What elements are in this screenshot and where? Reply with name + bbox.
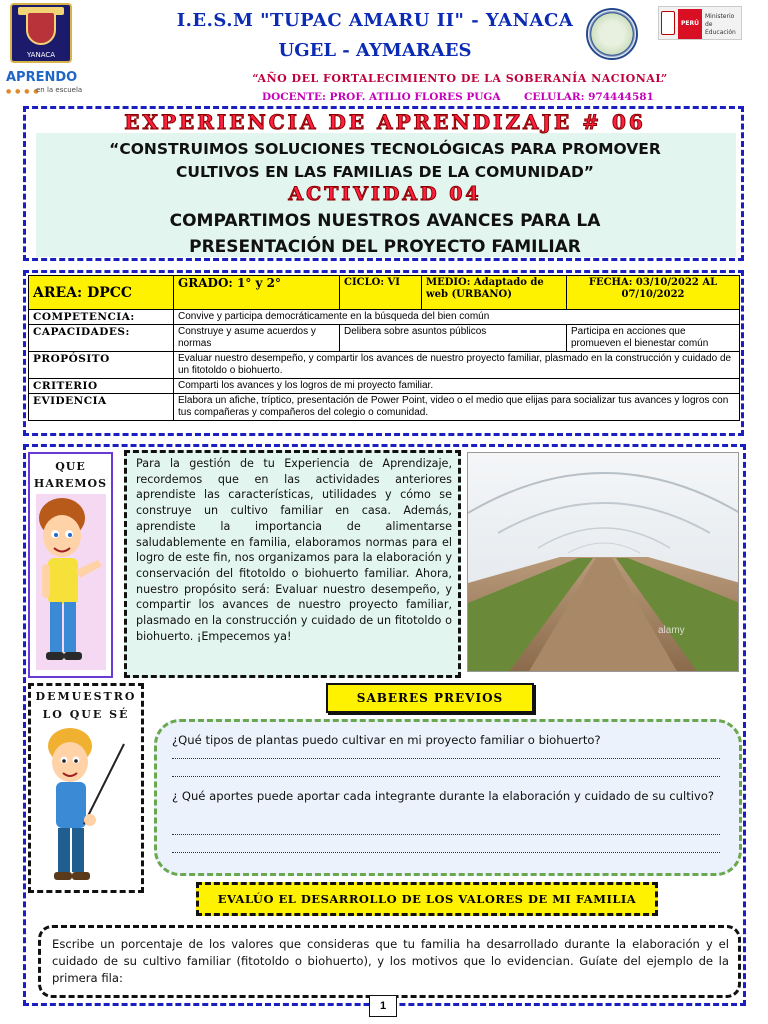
- teacher-boy-illustration: [40, 724, 130, 888]
- experience-subtitle-line2: CULTIVOS EN LAS FAMILIAS DE LA COMUNIDAD”: [176, 163, 594, 181]
- activity-subtitle-line1: COMPARTIMOS NUESTROS AVANCES PARA LA: [169, 211, 601, 231]
- fecha-cell: FECHA: 03/10/2022 AL 07/10/2022: [567, 276, 740, 310]
- answer-line[interactable]: [172, 776, 720, 777]
- capacidad-1: Construye y asume acuerdos y normas: [174, 325, 340, 352]
- boy-pointing-icon: [36, 494, 106, 670]
- intro-text: Para la gestión de tu Experiencia de Aprendizaje, recordemos que en las actividades anteriores aprendiste las características, utilidades y cómo se construye un cultivo familiar en casa. Además, aprendiste la importancia de alimentarse saludablemente en familia, elaboramos normas para el logro de este fin, nos organizamos para la elaboración y conservación del fitotoldo o biohuerto familiar. Ahora, nuestro propósito será: Evaluar nuestro desempeño, y compartir los avances de nuestro proyecto familiar, plasmado en la construcción y cuidado de un fitotoldo o biohuerto. ¡Empecemos ya!: [136, 457, 452, 643]
- teacher-phone: CELULAR: 974444581: [524, 91, 654, 103]
- boy-with-pointer-icon: [40, 724, 130, 888]
- page-number: 1: [369, 995, 397, 1017]
- medio-cell: MEDIO: Adaptado de web (URBANO): [422, 276, 567, 310]
- activity-subtitle-line2: PRESENTACIÓN DEL PROYECTO FAMILIAR: [189, 237, 581, 257]
- question-2: ¿ Qué aportes puede aportar cada integrante durante la elaboración y cuidado de su cultivo?: [172, 789, 715, 803]
- minedu-logo: [658, 6, 742, 40]
- answer-line[interactable]: [172, 758, 720, 759]
- instruction-text: Escribe un porcentaje de los valores que consideras que tu familia ha desarrollado durante la elaboración y el cuidado de su cultivo familiar (fitotoldo o biohuerto), y los motivos que lo evidencian. Guíate del ejemplo de la primera fila:: [52, 937, 729, 985]
- proposito-label: PROPÓSITO: [29, 352, 174, 379]
- photo-watermark: alamy: [658, 625, 685, 636]
- greenhouse-photo: [467, 452, 739, 672]
- info-header-row: [29, 276, 740, 310]
- competencia-label: COMPETENCIA:: [29, 310, 174, 325]
- answer-line[interactable]: [172, 834, 720, 835]
- capacidad-2: Delibera sobre asuntos públicos: [340, 325, 567, 352]
- peru-label: PERÚ: [678, 9, 702, 39]
- teacher-name: DOCENTE: PROF. ATILIO FLORES PUGA: [262, 91, 501, 103]
- capacidad-3: Participa en acciones que promueven el bienestar común: [567, 325, 740, 352]
- capacidades-row: [29, 325, 740, 352]
- experience-subtitle-line1: “CONSTRUIMOS SOLUCIONES TECNOLÓGICAS PARA PROMOVER: [109, 140, 661, 158]
- que-haremos-label: QUE HAREMOS: [33, 460, 108, 490]
- activity-subtitle: [60, 208, 710, 260]
- greenhouse-image: [468, 453, 739, 672]
- aprendo-logo: APRENDO: [6, 70, 78, 85]
- aprendo-sub: en la escuela: [36, 86, 83, 94]
- criterio-label: CRITERIO: [29, 379, 174, 394]
- experience-subtitle: [50, 138, 720, 184]
- evidencia-label: EVIDENCIA: [29, 394, 174, 421]
- grado-cell: GRADO: 1° y 2°: [174, 276, 340, 310]
- logo-shield: [26, 11, 56, 45]
- school-logo: [10, 3, 72, 63]
- year-motto: “AÑO DEL FORTALECIMIENTO DE LA SOBERANÍA NACIONAL”: [252, 72, 668, 85]
- area-cell: AREA: DPCC: [29, 276, 174, 310]
- criterio-row: [29, 379, 740, 394]
- school-title: I.E.S.M "TUPAC AMARU II" - YANACA: [176, 10, 574, 31]
- evaluo-tag: EVALÚO EL DESARROLLO DE LOS VALORES DE MI FAMILIA: [196, 882, 658, 916]
- evidencia-value: Elabora un afiche, tríptico, presentación de Power Point, video o el medio que elijas para socializar tus avances y logros con tus compañeras y compañeros del colegio o comunidad.: [174, 394, 740, 421]
- experience-title: EXPERIENCIA DE APRENDIZAJE # 06: [124, 110, 646, 134]
- answer-line[interactable]: [172, 852, 720, 853]
- demuestro-label: DEMUESTRO LO QUE SÉ: [35, 690, 137, 721]
- proposito-row: [29, 352, 740, 379]
- aprendo-dots: ● ● ● ●: [6, 88, 40, 95]
- ugel-seal: [586, 8, 638, 60]
- competencia-value: Convive y participa democráticamente en la búsqueda del bien común: [174, 310, 740, 325]
- ministerio-label: Ministerio de Educación: [705, 13, 736, 36]
- info-table: [28, 275, 740, 421]
- evidencia-row: [29, 394, 740, 421]
- pointing-boy-illustration: [36, 494, 106, 670]
- saberes-previos-tag: SABERES PREVIOS: [326, 683, 534, 713]
- logo-text: YANACA: [26, 51, 56, 59]
- peru-shield-icon: [661, 11, 675, 35]
- question-1: ¿Qué tipos de plantas puedo cultivar en mi proyecto familiar o biohuerto?: [172, 733, 601, 747]
- ugel-title: UGEL - AYMARAES: [278, 40, 472, 61]
- competencia-row: [29, 310, 740, 325]
- activity-title: ACTIVIDAD 04: [288, 183, 482, 205]
- criterio-value: Comparti los avances y los logros de mi proyecto familiar.: [174, 379, 740, 394]
- capacidades-label: CAPACIDADES:: [29, 325, 174, 352]
- ciclo-cell: CICLO: VI: [340, 276, 422, 310]
- proposito-value: Evaluar nuestro desempeño, y compartir los avances de nuestro proyecto familiar, plasmado en la construcción y cuidado de un fitotoldo o biohuerto.: [174, 352, 740, 379]
